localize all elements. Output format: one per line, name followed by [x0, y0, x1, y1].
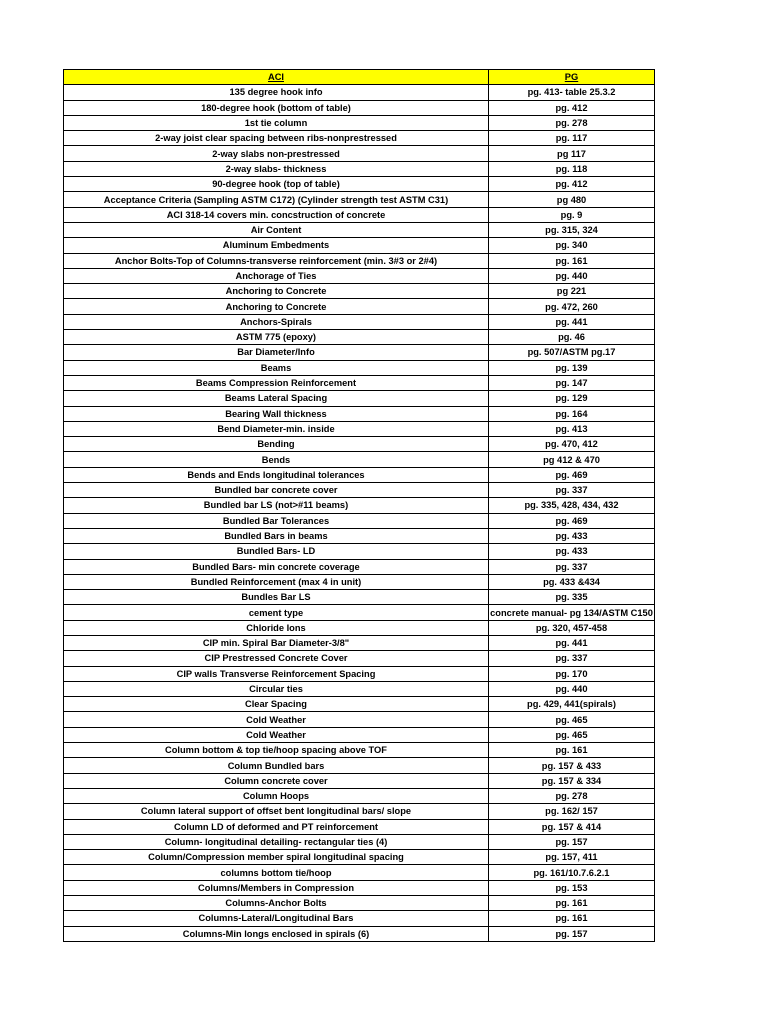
table-row — [64, 544, 655, 559]
page-ref-cell: pg. 157 — [489, 926, 655, 941]
table-row — [64, 590, 655, 605]
aci-topic-cell: Bundled Bars- min concrete coverage — [64, 559, 489, 574]
aci-topic-cell: Air Content — [64, 222, 489, 237]
table-row — [64, 651, 655, 666]
table-row — [64, 238, 655, 253]
header-aci: ACI — [64, 70, 489, 85]
aci-topic-cell: 135 degree hook info — [64, 85, 489, 100]
table-row — [64, 421, 655, 436]
table-row — [64, 85, 655, 100]
table-row — [64, 406, 655, 421]
aci-topic-cell: 90-degree hook (top of table) — [64, 177, 489, 192]
page-ref-cell: pg. 440 — [489, 268, 655, 283]
aci-topic-cell: Anchoring to Concrete — [64, 284, 489, 299]
page-ref-cell: pg. 161 — [489, 896, 655, 911]
table-row — [64, 222, 655, 237]
table-row — [64, 788, 655, 803]
page-ref-cell: pg. 157, 411 — [489, 850, 655, 865]
aci-topic-cell: ASTM 775 (epoxy) — [64, 330, 489, 345]
table-row — [64, 498, 655, 513]
table-row — [64, 391, 655, 406]
page-ref-cell: pg. 337 — [489, 651, 655, 666]
page-ref-cell: pg. 469 — [489, 467, 655, 482]
aci-topic-cell: Clear Spacing — [64, 697, 489, 712]
table-row — [64, 513, 655, 528]
table-row — [64, 207, 655, 222]
page-ref-cell: pg. 465 — [489, 727, 655, 742]
page-ref-cell: pg. 161 — [489, 911, 655, 926]
aci-topic-cell: Columns-Lateral/Longitudinal Bars — [64, 911, 489, 926]
table-row — [64, 758, 655, 773]
page-ref-cell: pg. 433 — [489, 528, 655, 543]
table-row — [64, 880, 655, 895]
page-ref-cell: pg. 129 — [489, 391, 655, 406]
header-pg: PG — [489, 70, 655, 85]
table-row — [64, 697, 655, 712]
table-row — [64, 635, 655, 650]
page-ref-cell: pg. 433 — [489, 544, 655, 559]
page-ref-cell: pg. 9 — [489, 207, 655, 222]
page-ref-cell: pg. 440 — [489, 681, 655, 696]
page-ref-cell: pg 117 — [489, 146, 655, 161]
page-ref-cell: pg. 469 — [489, 513, 655, 528]
table-row — [64, 253, 655, 268]
aci-topic-cell: Column lateral support of offset bent longitudinal bars/ slope — [64, 804, 489, 819]
table-row — [64, 360, 655, 375]
page-ref-cell: pg. 507/ASTM pg.17 — [489, 345, 655, 360]
aci-topic-cell: Beams Lateral Spacing — [64, 391, 489, 406]
page-ref-cell: pg. 157 & 433 — [489, 758, 655, 773]
aci-topic-cell: Chloride Ions — [64, 620, 489, 635]
page-ref-cell: pg. 470, 412 — [489, 437, 655, 452]
table-row — [64, 345, 655, 360]
page-ref-cell: pg. 117 — [489, 131, 655, 146]
page-ref-cell: pg. 441 — [489, 314, 655, 329]
table-row — [64, 115, 655, 130]
page-ref-cell: pg. 118 — [489, 161, 655, 176]
aci-topic-cell: Cold Weather — [64, 712, 489, 727]
page-ref-cell: pg. 157 & 334 — [489, 773, 655, 788]
table-row — [64, 437, 655, 452]
aci-topic-cell: Column- longitudinal detailing- rectangular ties (4) — [64, 834, 489, 849]
aci-topic-cell: Bar Diameter/Info — [64, 345, 489, 360]
table-row — [64, 911, 655, 926]
aci-topic-cell: Beams — [64, 360, 489, 375]
aci-topic-cell: 2-way slabs- thickness — [64, 161, 489, 176]
table-row — [64, 467, 655, 482]
table-row — [64, 559, 655, 574]
aci-topic-cell: Bundled Bars- LD — [64, 544, 489, 559]
page-ref-cell: pg. 147 — [489, 375, 655, 390]
page-ref-cell: pg. 161 — [489, 253, 655, 268]
aci-topic-cell: 1st tie column — [64, 115, 489, 130]
page-ref-cell: pg. 337 — [489, 483, 655, 498]
page-ref-cell: pg. 164 — [489, 406, 655, 421]
table-row — [64, 712, 655, 727]
aci-topic-cell: Column LD of deformed and PT reinforcement — [64, 819, 489, 834]
page-ref-cell: pg. 413 — [489, 421, 655, 436]
aci-topic-cell: Bends — [64, 452, 489, 467]
page-ref-cell: pg. 161/10.7.6.2.1 — [489, 865, 655, 880]
aci-topic-cell: Column/Compression member spiral longitudinal spacing — [64, 850, 489, 865]
aci-topic-cell: Bundled bar concrete cover — [64, 483, 489, 498]
table-row — [64, 850, 655, 865]
table-row — [64, 896, 655, 911]
table-row — [64, 375, 655, 390]
aci-topic-cell: columns bottom tie/hoop — [64, 865, 489, 880]
aci-topic-cell: Columns-Min longs enclosed in spirals (6) — [64, 926, 489, 941]
table-row — [64, 681, 655, 696]
table-row — [64, 834, 655, 849]
page-ref-cell: pg. 278 — [489, 788, 655, 803]
page-ref-cell: pg. 429, 441(spirals) — [489, 697, 655, 712]
table-row — [64, 743, 655, 758]
table-row — [64, 100, 655, 115]
aci-topic-cell: ACI 318-14 covers min. concstruction of concrete — [64, 207, 489, 222]
table-row — [64, 161, 655, 176]
page-ref-cell: pg. 433 &434 — [489, 574, 655, 589]
page-ref-cell: pg. 157 — [489, 834, 655, 849]
aci-topic-cell: Columns-Anchor Bolts — [64, 896, 489, 911]
aci-topic-cell: Anchors-Spirals — [64, 314, 489, 329]
page-ref-cell: pg. 337 — [489, 559, 655, 574]
aci-topic-cell: Column Bundled bars — [64, 758, 489, 773]
page-ref-cell: pg. 157 & 414 — [489, 819, 655, 834]
aci-topic-cell: 2-way joist clear spacing between ribs-nonprestressed — [64, 131, 489, 146]
aci-topic-cell: Bundled Reinforcement (max 4 in unit) — [64, 574, 489, 589]
page-ref-cell: pg 221 — [489, 284, 655, 299]
table-row — [64, 804, 655, 819]
page-ref-cell: pg. 170 — [489, 666, 655, 681]
aci-topic-cell: Bundled Bar Tolerances — [64, 513, 489, 528]
aci-topic-cell: 180-degree hook (bottom of table) — [64, 100, 489, 115]
page-ref-cell: concrete manual- pg 134/ASTM C150 — [489, 605, 655, 620]
table-row — [64, 773, 655, 788]
page-ref-cell: pg. 335, 428, 434, 432 — [489, 498, 655, 513]
aci-topic-cell: Anchor Bolts-Top of Columns-transverse reinforcement (min. 3#3 or 2#4) — [64, 253, 489, 268]
aci-topic-cell: Bending — [64, 437, 489, 452]
table-row — [64, 819, 655, 834]
page-ref-cell: pg 412 & 470 — [489, 452, 655, 467]
table-row — [64, 483, 655, 498]
table-row — [64, 192, 655, 207]
page-ref-cell: pg. 320, 457-458 — [489, 620, 655, 635]
table-row — [64, 452, 655, 467]
page-ref-cell: pg. 278 — [489, 115, 655, 130]
table-row — [64, 666, 655, 681]
table-row — [64, 926, 655, 941]
table-row — [64, 865, 655, 880]
page-ref-cell: pg. 441 — [489, 635, 655, 650]
page-ref-cell: pg. 315, 324 — [489, 222, 655, 237]
table-row — [64, 299, 655, 314]
aci-topic-cell: Anchoring to Concrete — [64, 299, 489, 314]
table-row — [64, 268, 655, 283]
aci-topic-cell: Beams Compression Reinforcement — [64, 375, 489, 390]
table-row — [64, 330, 655, 345]
table-row — [64, 727, 655, 742]
aci-index-table — [63, 69, 655, 942]
page-ref-cell: pg. 46 — [489, 330, 655, 345]
aci-topic-cell: Bundled Bars in beams — [64, 528, 489, 543]
aci-topic-cell: Bend Diameter-min. inside — [64, 421, 489, 436]
page-ref-cell: pg. 139 — [489, 360, 655, 375]
page-ref-cell: pg 480 — [489, 192, 655, 207]
aci-topic-cell: Bearing Wall thickness — [64, 406, 489, 421]
aci-topic-cell: Cold Weather — [64, 727, 489, 742]
header-row — [64, 70, 655, 85]
page-ref-cell: pg. 153 — [489, 880, 655, 895]
table-row — [64, 620, 655, 635]
table-row — [64, 284, 655, 299]
table-row — [64, 528, 655, 543]
aci-topic-cell: 2-way slabs non-prestressed — [64, 146, 489, 161]
table-row — [64, 314, 655, 329]
table-row — [64, 574, 655, 589]
aci-topic-cell: Column Hoops — [64, 788, 489, 803]
page-ref-cell: pg. 413- table 25.3.2 — [489, 85, 655, 100]
aci-topic-cell: CIP walls Transverse Reinforcement Spacing — [64, 666, 489, 681]
aci-topic-cell: Bundles Bar LS — [64, 590, 489, 605]
aci-topic-cell: Columns/Members in Compression — [64, 880, 489, 895]
table-row — [64, 177, 655, 192]
aci-topic-cell: CIP Prestressed Concrete Cover — [64, 651, 489, 666]
page-ref-cell: pg. 340 — [489, 238, 655, 253]
table-row — [64, 131, 655, 146]
table-row — [64, 605, 655, 620]
page-ref-cell: pg. 161 — [489, 743, 655, 758]
aci-topic-cell: Column concrete cover — [64, 773, 489, 788]
aci-topic-cell: Circular ties — [64, 681, 489, 696]
aci-topic-cell: Bends and Ends longitudinal tolerances — [64, 467, 489, 482]
aci-topic-cell: cement type — [64, 605, 489, 620]
page-ref-cell: pg. 335 — [489, 590, 655, 605]
aci-topic-cell: Bundled bar LS (not>#11 beams) — [64, 498, 489, 513]
page-ref-cell: pg. 162/ 157 — [489, 804, 655, 819]
table-row — [64, 146, 655, 161]
page-ref-cell: pg. 412 — [489, 100, 655, 115]
aci-topic-cell: Acceptance Criteria (Sampling ASTM C172) (Cylinder strength test ASTM C31) — [64, 192, 489, 207]
page-ref-cell: pg. 472, 260 — [489, 299, 655, 314]
table-body — [64, 85, 655, 942]
page-ref-cell: pg. 465 — [489, 712, 655, 727]
aci-topic-cell: CIP min. Spiral Bar Diameter-3/8" — [64, 635, 489, 650]
page-ref-cell: pg. 412 — [489, 177, 655, 192]
aci-topic-cell: Aluminum Embedments — [64, 238, 489, 253]
aci-topic-cell: Anchorage of Ties — [64, 268, 489, 283]
aci-topic-cell: Column bottom & top tie/hoop spacing above TOF — [64, 743, 489, 758]
